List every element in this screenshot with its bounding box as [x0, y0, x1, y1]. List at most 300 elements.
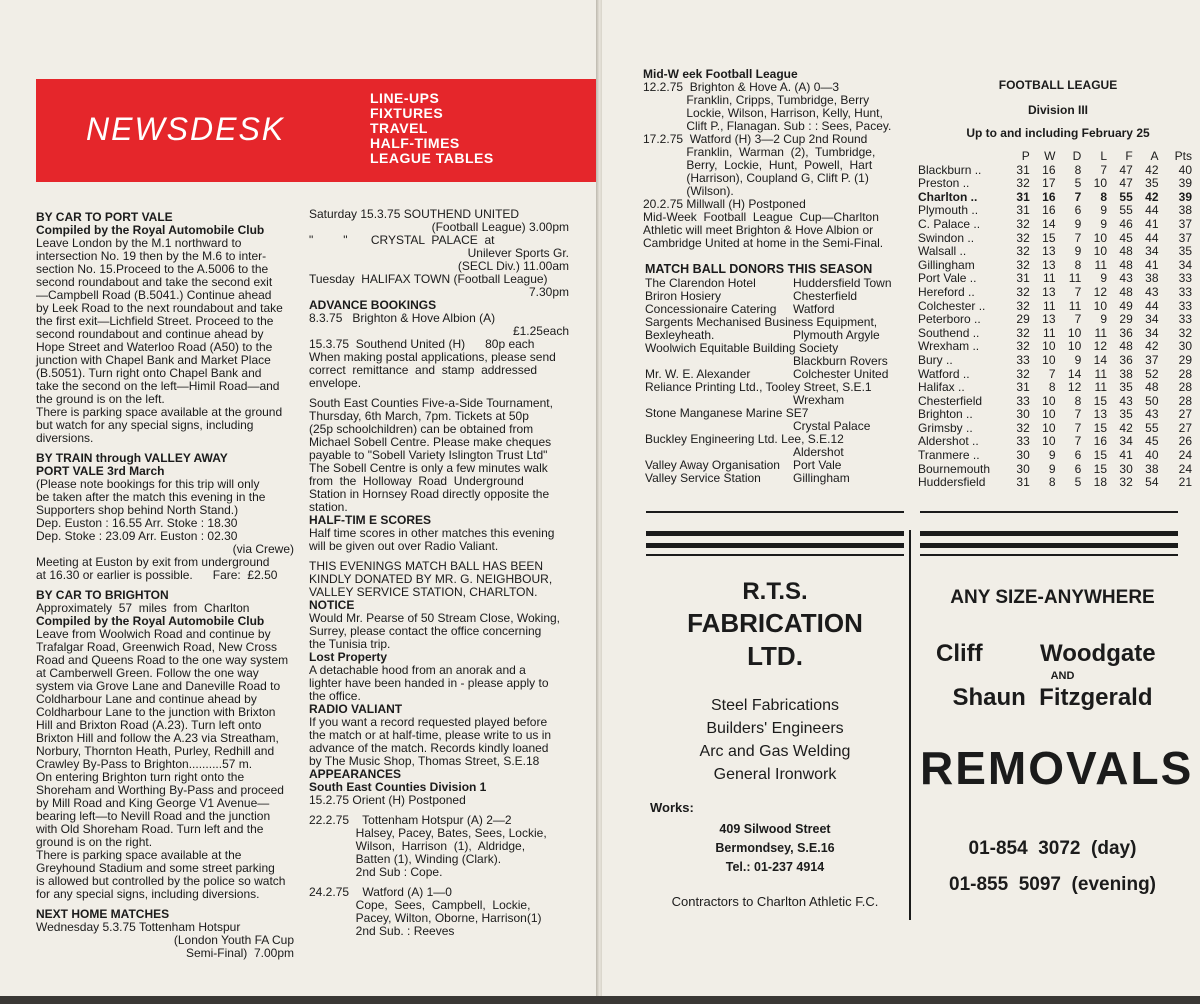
rts-address-line1: 409 Silwood Street [719, 822, 831, 836]
league-row [918, 354, 1192, 368]
travel-line: Coldharbour Lane and continue ahead by [36, 692, 257, 706]
league-stat-f: 55 [1119, 189, 1133, 204]
league-row [918, 463, 1192, 477]
league-stat-w: 15 [1042, 230, 1056, 245]
fixtures-line: lighter have been handed in - please apply to [309, 676, 549, 690]
travel-line: diversions. [36, 431, 94, 445]
donor-row [645, 433, 907, 446]
donor-club: Aldershot [793, 445, 844, 459]
fixtures-line: If you want a record requested played before [309, 715, 548, 729]
league-stat-l: 7 [1100, 162, 1107, 177]
league-team: Blackburn .. [918, 162, 982, 177]
league-stat-p: 29 [1016, 312, 1030, 327]
league-stat-d: 9 [1074, 244, 1082, 259]
travel-line: Leave London by the M.1 northward to [36, 236, 242, 250]
league-row [918, 191, 1192, 205]
midweek-line: Lockie, Wilson, Harrison, Kelly, Hunt, [643, 106, 883, 120]
travel-line: with Old Shoreham Road. Turn left and the [36, 822, 264, 836]
donor-name: Valley Away Organisation [645, 458, 780, 472]
fixtures-line: Would Mr. Pearse of 50 Stream Close, Woking, [309, 611, 560, 625]
travel-line: Crawley By-Pass to Brighton..........57 m. [36, 757, 253, 771]
newsdesk-item: FIXTURES [370, 105, 444, 121]
league-stat-pts: 33 [1178, 312, 1192, 327]
donor-club: Chesterfield [793, 289, 858, 303]
league-stat-d: 7 [1074, 312, 1082, 327]
fixtures-line: Batten (1), Winding (Clark). [309, 852, 502, 866]
fixtures-heading: Lost Property [309, 650, 388, 664]
league-stat-pts: 27 [1178, 407, 1192, 422]
travel-line: There is parking space available at the ground [36, 405, 283, 419]
removals-phone-evening: 01-855 5097 (evening) [949, 874, 1156, 895]
league-stat-p: 31 [1016, 189, 1030, 204]
league-team: Port Vale .. [918, 271, 977, 286]
league-stat-pts: 33 [1178, 284, 1192, 299]
league-column-header: P [1021, 149, 1030, 163]
midweek-line: (Harrison), Coupland G, Clift P. (1) [643, 171, 869, 185]
league-stat-w: 8 [1048, 475, 1056, 490]
league-stat-l: 10 [1093, 298, 1107, 313]
league-stat-a: 50 [1145, 393, 1159, 408]
travel-line: Hill and Brixton Road (A.23). Turn left onto [36, 718, 262, 732]
fixtures-line: £1.25each [512, 324, 569, 338]
league-stat-p: 31 [1016, 271, 1030, 286]
travel-line: Shoreham and Worthing By-Pass and proceed [36, 783, 284, 797]
fixtures-line: VALLEY SERVICE STATION, CHARLTON. [309, 585, 538, 599]
travel-line: be taken after the match this evening in the [36, 490, 266, 504]
fixtures-line: from the Holloway Road Underground [309, 474, 524, 488]
travel-line: second roundabout and take the second exit [36, 275, 273, 289]
league-team: Grimsby .. [918, 420, 973, 435]
travel-line: Approximately 57 miles from Charlton [36, 601, 250, 615]
league-stat-f: 45 [1119, 230, 1133, 245]
league-stat-d: 7 [1074, 284, 1082, 299]
league-stat-w: 8 [1048, 380, 1056, 395]
league-stat-pts: 26 [1178, 434, 1192, 449]
fixtures-line: Wilson, Harrison (1), Aldridge, [309, 839, 526, 853]
league-stat-pts: 33 [1178, 298, 1192, 313]
fixtures-heading: RADIO VALIANT [309, 702, 403, 716]
midweek-line: 20.2.75 Millwall (H) Postponed [643, 197, 806, 211]
travel-line: the ground is on the left. [36, 392, 165, 406]
fixtures-heading: South East Counties Division 1 [309, 780, 487, 794]
fixtures-line: advance of the match. Records kindly loaned [309, 741, 549, 755]
newsdesk-banner [36, 79, 598, 182]
ad-separator [909, 530, 911, 920]
league-stat-l: 15 [1093, 393, 1107, 408]
league-stat-f: 48 [1119, 339, 1133, 354]
removals-tagline: ANY SIZE-ANYWHERE [950, 587, 1155, 608]
donors-list [645, 277, 907, 485]
league-row [918, 204, 1192, 218]
fixtures-line: Station in Hornsey Road directly opposite the [309, 487, 550, 501]
league-row [918, 395, 1192, 409]
league-team: Walsall .. [918, 244, 967, 259]
travel-heading: PORT VALE 3rd March [36, 464, 165, 478]
league-stat-l: 12 [1093, 339, 1107, 354]
league-stat-f: 47 [1119, 176, 1133, 191]
travel-line: Norbury, Thornton Heath, Purley, Redhill and [36, 744, 275, 758]
travel-line: by Leek Road to the next roundabout and take [36, 301, 283, 315]
league-stat-pts: 30 [1178, 339, 1192, 354]
league-column-header: Pts [1174, 149, 1192, 163]
league-stat-d: 8 [1074, 257, 1082, 272]
newsdesk-title: NEWSDESK [86, 111, 286, 147]
divider-rule [920, 531, 1178, 536]
league-stat-a: 54 [1145, 475, 1159, 490]
fixtures-heading: NOTICE [309, 598, 355, 612]
league-stat-pts: 39 [1178, 176, 1192, 191]
league-stat-a: 43 [1145, 284, 1159, 299]
league-stat-w: 7 [1048, 366, 1056, 381]
league-stat-l: 9 [1100, 312, 1107, 327]
rts-address [646, 820, 904, 877]
travel-line: (London Youth FA Cup [173, 933, 294, 947]
league-stat-pts: 24 [1178, 461, 1192, 476]
league-team: Chesterfield [918, 393, 983, 408]
league-column-header: W [1044, 149, 1056, 163]
travel-line: section No. 15.Proceed to the A.5006 to the [36, 262, 269, 276]
league-stat-w: 13 [1042, 244, 1056, 259]
league-stat-p: 32 [1016, 420, 1030, 435]
league-stat-a: 40 [1145, 448, 1159, 463]
travel-line: —Campbell Road (B.5041.) Continue ahead [36, 288, 272, 302]
league-team: Wrexham .. [918, 339, 980, 354]
league-stat-w: 14 [1042, 216, 1056, 231]
travel-line: Wednesday 5.3.75 Tottenham Hotspur [36, 920, 241, 934]
fixtures-line: the Tunisia trip. [309, 637, 391, 651]
league-stat-p: 33 [1016, 352, 1030, 367]
removals-phone-day: 01-854 3072 (day) [968, 838, 1137, 859]
rts-address-line2: Bermondsey, S.E.16 [715, 841, 835, 855]
league-row [918, 313, 1192, 327]
league-column-header: L [1100, 149, 1107, 163]
fixtures-line: Thursday, 6th March, 7pm. Tickets at 50p [309, 409, 529, 423]
newsdesk-items [370, 91, 598, 166]
league-stat-p: 31 [1016, 162, 1030, 177]
fixtures-line: by The Music Shop, Thomas Street, S.E.18 [309, 754, 540, 768]
league-team: Bournemouth [918, 461, 991, 476]
league-stat-d: 5 [1074, 176, 1082, 191]
league-stat-d: 7 [1074, 230, 1082, 245]
league-stat-w: 13 [1042, 284, 1056, 299]
midweek-line: Franklin, Warman (2), Tumbridge, [643, 145, 876, 159]
fixtures-line: A detachable hood from an anorak and a [309, 663, 526, 677]
fixtures-line: Unilever Sports Gr. [467, 246, 569, 260]
travel-line: Dep. Euston : 16.55 Arr. Stoke : 18.30 [36, 516, 238, 530]
league-stat-a: 42 [1145, 189, 1159, 204]
fixtures-line: KINDLY DONATED BY MR. G. NEIGHBOUR, [309, 572, 553, 586]
league-stat-f: 38 [1119, 366, 1133, 381]
league-stat-l: 11 [1094, 366, 1107, 381]
league-row [918, 218, 1192, 232]
fixtures-line: 2nd Sub : Cope. [309, 865, 443, 879]
donor-club: Plymouth Argyle [793, 328, 880, 342]
travel-line: the first exit—Lichfield Street. Proceed to the [36, 314, 274, 328]
divider-rule [646, 543, 904, 548]
divider-rule [920, 543, 1178, 548]
league-stat-l: 10 [1093, 176, 1107, 191]
league-stat-f: 34 [1119, 434, 1133, 449]
league-stat-d: 7 [1074, 407, 1082, 422]
fixtures-line: 8.3.75 Brighton & Hove Albion (A) [309, 311, 496, 325]
fixtures-line: The Sobell Centre is only a few minutes walk [309, 461, 548, 475]
fixtures-line: 2nd Sub. : Reeves [309, 924, 455, 938]
league-stat-d: 6 [1074, 461, 1082, 476]
league-stat-f: 43 [1119, 271, 1133, 286]
league-stat-a: 41 [1145, 257, 1159, 272]
league-stat-l: 9 [1100, 271, 1107, 286]
travel-line: take the second on the left—Himil Road—and [36, 379, 280, 393]
travel-line: by Mill Road and King George V1 Avenue— [36, 796, 270, 810]
right-page [602, 0, 1200, 1004]
league-stat-f: 32 [1119, 475, 1133, 490]
midweek-results-column [643, 68, 905, 250]
travel-line: Trafalgar Road, Greenwich Road, New Cross [36, 640, 277, 654]
travel-line: Brixton Hill and follow the A.23 via Streatham, [36, 731, 279, 745]
league-stat-a: 38 [1145, 271, 1159, 286]
league-date: Up to and including February 25 [966, 126, 1150, 140]
league-stat-l: 16 [1093, 434, 1107, 449]
league-stat-d: 5 [1074, 475, 1082, 490]
midweek-line: Mid-Week Football League Cup—Charlton [643, 210, 879, 224]
league-stat-p: 30 [1016, 448, 1030, 463]
league-team: Tranmere .. [918, 448, 980, 463]
league-stat-pts: 34 [1178, 257, 1192, 272]
league-team: Southend .. [918, 325, 980, 340]
divider-rule [646, 554, 904, 556]
fixtures-line: (25p schoolchildren) can be obtained from [309, 422, 534, 436]
league-team: Watford .. [918, 366, 970, 381]
league-stat-l: 9 [1100, 203, 1107, 218]
travel-line: at 16.30 or earlier is possible. Fare: £2.50 [36, 568, 278, 582]
league-row [918, 435, 1192, 449]
travel-line: Greyhound Stadium and some street parking [36, 861, 275, 875]
donor-row [645, 381, 907, 394]
donor-name: Buckley Engineering Ltd. Lee, S.E.12 [645, 432, 844, 446]
league-stat-p: 31 [1016, 475, 1030, 490]
midweek-line: Clift P., Flanagan. Sub : : Sees, Pacey. [643, 119, 892, 133]
league-stat-l: 12 [1093, 284, 1107, 299]
fixtures-line: station. [309, 500, 348, 514]
league-stat-a: 34 [1145, 312, 1159, 327]
league-stat-f: 55 [1119, 203, 1133, 218]
fixtures-column [309, 208, 569, 938]
league-stat-d: 6 [1074, 448, 1082, 463]
divider-rule [920, 511, 1178, 513]
league-header-row [918, 150, 1192, 164]
league-stat-d: 12 [1067, 380, 1082, 395]
fixtures-line: 22.2.75 Tottenham Hotspur (A) 2—2 [309, 813, 512, 827]
league-stat-p: 32 [1016, 176, 1030, 191]
league-stat-w: 10 [1042, 420, 1056, 435]
league-stat-a: 41 [1145, 216, 1159, 231]
newsdesk-item: HALF-TIMES [370, 135, 460, 151]
league-stat-w: 16 [1042, 203, 1056, 218]
league-column-header: F [1125, 149, 1133, 163]
fixtures-line: the office. [309, 689, 361, 703]
removals-name1-last: Woodgate [1040, 640, 1156, 667]
league-stat-p: 32 [1016, 216, 1030, 231]
league-stat-w: 10 [1042, 434, 1056, 449]
travel-line: at Camberwell Green. Follow the one way [36, 666, 259, 680]
travel-column [36, 211, 294, 960]
travel-line: There is parking space available at the [36, 848, 242, 862]
league-stat-a: 42 [1145, 339, 1159, 354]
league-stat-a: 52 [1145, 366, 1159, 381]
league-stat-d: 14 [1067, 366, 1082, 381]
fixtures-line: correct remittance and stamp addressed [309, 363, 538, 377]
fixtures-line: the match or at half-time, please write to us in [309, 728, 552, 742]
fixtures-line: 24.2.75 Watford (A) 1—0 [309, 885, 452, 899]
fixtures-line: 7.30pm [528, 285, 569, 299]
removals-name2: Shaun Fitzgerald [952, 684, 1153, 711]
league-table [918, 150, 1192, 490]
rts-service: Builders' Engineers [706, 720, 844, 737]
league-stat-d: 6 [1074, 203, 1082, 218]
league-stat-a: 42 [1145, 162, 1159, 177]
league-stat-pts: 32 [1178, 325, 1192, 340]
league-stat-pts: 28 [1178, 393, 1192, 408]
donors-heading: MATCH BALL DONORS THIS SEASON [645, 262, 873, 276]
donor-club: Colchester United [793, 367, 889, 381]
league-stat-pts: 40 [1178, 162, 1192, 177]
rts-telephone: Tel.: 01-237 4914 [725, 860, 825, 874]
league-stat-l: 10 [1093, 244, 1107, 259]
donor-name: Concessionaire Catering [645, 302, 777, 316]
league-stat-p: 32 [1016, 284, 1030, 299]
league-stat-w: 10 [1042, 339, 1056, 354]
travel-line: Hope Street and Waterloo Road (A50) to the [36, 340, 273, 354]
league-stat-d: 11 [1068, 298, 1082, 313]
league-stat-d: 8 [1074, 393, 1082, 408]
league-stat-w: 9 [1048, 461, 1056, 476]
league-stat-f: 48 [1119, 244, 1133, 259]
league-stat-pts: 27 [1178, 420, 1192, 435]
league-stat-f: 48 [1119, 257, 1133, 272]
travel-line: intersection No. 19 then by the M.6 to inter- [36, 249, 267, 263]
league-stat-w: 16 [1042, 189, 1056, 204]
travel-line: Coldharbour Lane to the junction with Brixton [36, 705, 276, 719]
removals-service: REMOVALS [920, 742, 1194, 794]
league-stat-p: 32 [1016, 298, 1030, 313]
newsdesk-item: LEAGUE TABLES [370, 150, 494, 166]
removals-and: AND [1050, 670, 1075, 682]
league-stat-a: 37 [1145, 352, 1159, 367]
fixtures-line: (SECL Div.) 11.00am [457, 259, 569, 273]
fixtures-line: Cope, Sees, Campbell, Lockie, [309, 898, 531, 912]
donor-name: Stone Manganese Marine SE7 [645, 406, 809, 420]
league-stat-p: 31 [1016, 203, 1030, 218]
league-stat-f: 36 [1119, 352, 1133, 367]
league-stat-pts: 37 [1178, 230, 1192, 245]
left-page [0, 0, 598, 1004]
fixtures-line: " " CRYSTAL PALACE at [309, 233, 495, 247]
travel-line: system via Grove Lane and Daneville Road to [36, 679, 281, 693]
league-stat-pts: 21 [1178, 475, 1192, 490]
league-stat-l: 11 [1094, 380, 1107, 395]
travel-line: Leave from Woolwich Road and continue by [36, 627, 271, 641]
league-stat-a: 34 [1145, 244, 1159, 259]
league-stat-a: 45 [1145, 434, 1159, 449]
league-stat-a: 38 [1145, 461, 1159, 476]
league-stat-w: 17 [1042, 176, 1056, 191]
donor-name: Mr. W. E. Alexander [645, 367, 751, 381]
league-stat-p: 32 [1016, 257, 1030, 272]
travel-line: (via Crewe) [232, 542, 294, 556]
rts-name-line1: R.T.S. [742, 578, 808, 605]
rts-name-line3: LTD. [747, 641, 803, 671]
league-stat-p: 32 [1016, 339, 1030, 354]
league-team: Preston .. [918, 176, 970, 191]
league-stat-l: 15 [1093, 461, 1107, 476]
divider-rule [646, 511, 904, 513]
fixtures-line: Halsey, Pacey, Bates, Sees, Lockie, [309, 826, 547, 840]
travel-line: Semi-Final) 7.00pm [185, 946, 294, 960]
league-stat-d: 7 [1074, 434, 1082, 449]
league-stat-w: 16 [1042, 162, 1056, 177]
fixtures-line: Michael Sobell Centre. Please make cheques [309, 435, 552, 449]
league-stat-a: 43 [1145, 407, 1159, 422]
travel-line: but watch for any special signs, including [36, 418, 254, 432]
league-stat-a: 44 [1145, 298, 1159, 313]
league-team: Plymouth .. [918, 203, 979, 218]
league-team: Halifax .. [918, 380, 965, 395]
fixtures-line: Half time scores in other matches this evening [309, 526, 555, 540]
league-row [918, 286, 1192, 300]
league-stat-f: 47 [1119, 162, 1133, 177]
league-stat-pts: 28 [1178, 366, 1192, 381]
league-stat-l: 13 [1093, 407, 1107, 422]
league-stat-f: 35 [1119, 380, 1133, 395]
league-team: Bury .. [918, 352, 953, 367]
travel-line: Road and Queens Road to the one way system [36, 653, 289, 667]
donor-name: Reliance Printing Ltd., Tooley Street, S.E.1 [645, 380, 872, 394]
league-stat-l: 14 [1093, 352, 1107, 367]
donor-name: Woolwich Equitable Building Society [645, 341, 839, 355]
rts-service: Arc and Gas Welding [699, 743, 851, 760]
league-stat-w: 10 [1042, 407, 1056, 422]
league-stat-p: 33 [1016, 434, 1030, 449]
donor-club: Crystal Palace [793, 419, 871, 433]
league-team: Brighton .. [918, 407, 973, 422]
travel-line: (B.5051). Turn right onto Chapel Bank and [36, 366, 262, 380]
league-stat-d: 9 [1074, 216, 1082, 231]
fixtures-line: (Football League) 3.00pm [431, 220, 569, 234]
league-stat-f: 29 [1119, 312, 1133, 327]
league-team: Peterboro .. [918, 312, 981, 327]
travel-line: is allowed but controlled by the police so watch [36, 874, 286, 888]
donor-name: Sargents Mechanised Business Equipment, [645, 315, 878, 329]
fixtures-line: THIS EVENINGS MATCH BALL HAS BEEN [309, 559, 544, 573]
fixtures-line: 15.3.75 Southend United (H) 80p each [309, 337, 535, 351]
league-stat-p: 32 [1016, 244, 1030, 259]
donor-club: Port Vale [793, 458, 842, 472]
league-team: Huddersfield [918, 475, 986, 490]
league-row [918, 232, 1192, 246]
fixtures-line: Saturday 15.3.75 SOUTHEND UNITED [309, 207, 520, 221]
league-team: Charlton .. [918, 189, 978, 204]
travel-line: Supporters shop behind North Stand.) [36, 503, 239, 517]
fixtures-line: 15.2.75 Orient (H) Postponed [309, 793, 466, 807]
travel-line: ground is on the right. [36, 835, 153, 849]
fixtures-line: Surrey, please contact the office concerning [309, 624, 542, 638]
league-row [918, 164, 1192, 178]
travel-line: (Please note bookings for this trip will only [36, 477, 260, 491]
donor-club: Gillingham [793, 471, 850, 485]
fixtures-heading: ADVANCE BOOKINGS [309, 298, 437, 312]
league-stat-p: 32 [1016, 366, 1030, 381]
donor-club: Blackburn Rovers [793, 354, 888, 368]
